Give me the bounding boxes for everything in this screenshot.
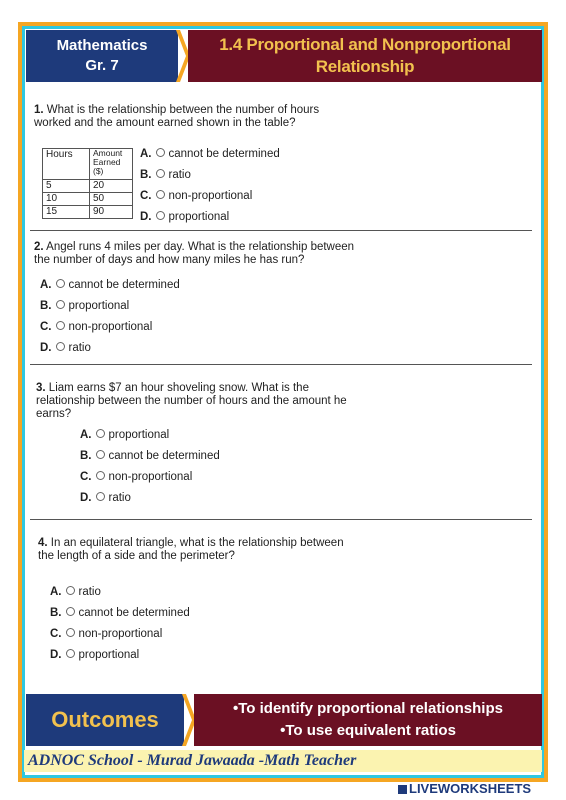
option-letter: B. — [50, 607, 62, 619]
option-text: ratio — [68, 342, 91, 354]
q1-option-d[interactable] — [140, 211, 229, 224]
question-3-line2: relationship between the number of hours and the amount he — [36, 395, 347, 407]
q1-option-c[interactable] — [140, 190, 252, 203]
option-text: ratio — [108, 492, 131, 504]
option-letter: B. — [140, 169, 152, 181]
q3-option-c[interactable] — [80, 471, 192, 484]
option-letter: D. — [140, 211, 152, 223]
table-header-hours: Hours — [43, 149, 90, 180]
table-row — [43, 180, 133, 193]
q4-option-c[interactable] — [50, 628, 162, 641]
option-letter: A. — [140, 148, 152, 160]
option-letter: C. — [80, 471, 92, 483]
option-text: proportional — [68, 300, 130, 312]
q4-option-a[interactable] — [50, 586, 101, 599]
grade-label: Gr. 7 — [85, 57, 119, 74]
radio-icon[interactable] — [66, 649, 75, 658]
question-2-line2: the number of days and how many miles he has run? — [34, 254, 305, 266]
q2-option-b[interactable] — [40, 300, 129, 313]
radio-icon[interactable] — [66, 586, 75, 595]
question-2-number: 2. — [34, 241, 44, 253]
divider — [30, 519, 532, 520]
option-letter: B. — [80, 450, 92, 462]
q2-option-c[interactable] — [40, 321, 152, 334]
q1-option-a[interactable] — [140, 148, 280, 161]
q4-option-b[interactable] — [50, 607, 190, 620]
radio-icon[interactable] — [96, 429, 105, 438]
q4-option-d[interactable] — [50, 649, 139, 662]
question-1-number: 1. — [34, 104, 44, 116]
option-text: non-proportional — [68, 321, 153, 333]
table-row — [43, 193, 133, 206]
option-letter: D. — [50, 649, 62, 661]
question-3-line1: Liam earns $7 an hour shoveling snow. What is the — [48, 382, 309, 394]
q1-option-b[interactable] — [140, 169, 191, 182]
option-text: non-proportional — [168, 190, 253, 202]
radio-icon[interactable] — [56, 342, 65, 351]
question-3-line3: earns? — [36, 408, 72, 420]
table-cell: 5 — [43, 180, 90, 193]
option-text: proportional — [108, 429, 170, 441]
option-letter: C. — [140, 190, 152, 202]
table-cell: 90 — [90, 206, 133, 219]
table-row — [43, 206, 133, 219]
subject-box — [26, 30, 178, 82]
option-text: cannot be determined — [68, 279, 180, 291]
question-4-line1: In an equilateral triangle, what is the relationship between — [50, 537, 344, 549]
q2-option-d[interactable] — [40, 342, 91, 355]
question-3 — [36, 382, 506, 421]
question-1 — [34, 104, 514, 130]
teacher-credit: ADNOC School - Murad Jawaada -Math Teacher — [24, 750, 542, 772]
radio-icon[interactable] — [96, 471, 105, 480]
outcomes-list — [194, 694, 542, 746]
option-text: cannot be determined — [78, 607, 190, 619]
question-1-line1: What is the relationship between the number of hours — [46, 104, 320, 116]
liveworksheets-icon — [398, 785, 407, 794]
radio-icon[interactable] — [56, 321, 65, 330]
option-letter: D. — [40, 342, 52, 354]
option-text: ratio — [78, 586, 101, 598]
question-4 — [38, 537, 508, 563]
divider — [30, 364, 532, 365]
option-text: ratio — [168, 169, 191, 181]
q3-option-d[interactable] — [80, 492, 131, 505]
liveworksheets-text: LIVEWORKSHEETS — [409, 781, 532, 796]
option-letter: B. — [40, 300, 52, 312]
radio-icon[interactable] — [156, 211, 165, 220]
option-text: non-proportional — [108, 471, 193, 483]
table-cell: 50 — [90, 193, 133, 206]
radio-icon[interactable] — [56, 279, 65, 288]
q2-option-a[interactable] — [40, 279, 180, 292]
question-2-line1: Angel runs 4 miles per day. What is the relationship between — [46, 241, 355, 253]
q3-option-a[interactable] — [80, 429, 169, 442]
lesson-title-line2: Relationship — [315, 57, 415, 76]
question-4-line2: the length of a side and the perimeter? — [38, 550, 235, 562]
data-table — [42, 148, 133, 219]
radio-icon[interactable] — [156, 148, 165, 157]
option-letter: A. — [50, 586, 62, 598]
radio-icon[interactable] — [96, 492, 105, 501]
radio-icon[interactable] — [66, 628, 75, 637]
radio-icon[interactable] — [156, 190, 165, 199]
option-letter: C. — [50, 628, 62, 640]
divider — [30, 230, 532, 231]
question-3-number: 3. — [36, 382, 46, 394]
outcome-item-1: •To identify proportional relationships — [233, 700, 503, 717]
liveworksheets-logo — [398, 781, 531, 796]
table-cell: 20 — [90, 180, 133, 193]
question-1-line2: worked and the amount earned shown in the table? — [34, 117, 296, 129]
outcomes-box — [26, 694, 184, 746]
option-text: cannot be determined — [168, 148, 280, 160]
option-text: cannot be determined — [108, 450, 220, 462]
option-letter: C. — [40, 321, 52, 333]
radio-icon[interactable] — [156, 169, 165, 178]
option-text: proportional — [78, 649, 140, 661]
outcomes-label: Outcomes — [51, 707, 159, 732]
outcome-item-2: •To use equivalent ratios — [280, 722, 456, 739]
option-text: non-proportional — [78, 628, 163, 640]
subject-label: Mathematics — [56, 37, 148, 54]
question-4-number: 4. — [38, 537, 48, 549]
radio-icon[interactable] — [56, 300, 65, 309]
question-2 — [34, 241, 524, 267]
option-text: proportional — [168, 211, 230, 223]
table-cell: 15 — [43, 206, 90, 219]
radio-icon[interactable] — [66, 607, 75, 616]
option-letter: D. — [80, 492, 92, 504]
table-cell: 10 — [43, 193, 90, 206]
option-letter: A. — [40, 279, 52, 291]
table-header-amount: Amount Earned ($) — [90, 149, 133, 180]
radio-icon[interactable] — [96, 450, 105, 459]
lesson-title-box — [188, 30, 542, 82]
lesson-title-line1: 1.4 Proportional and Nonproportional — [219, 35, 511, 54]
option-letter: A. — [80, 429, 92, 441]
q3-option-b[interactable] — [80, 450, 220, 463]
